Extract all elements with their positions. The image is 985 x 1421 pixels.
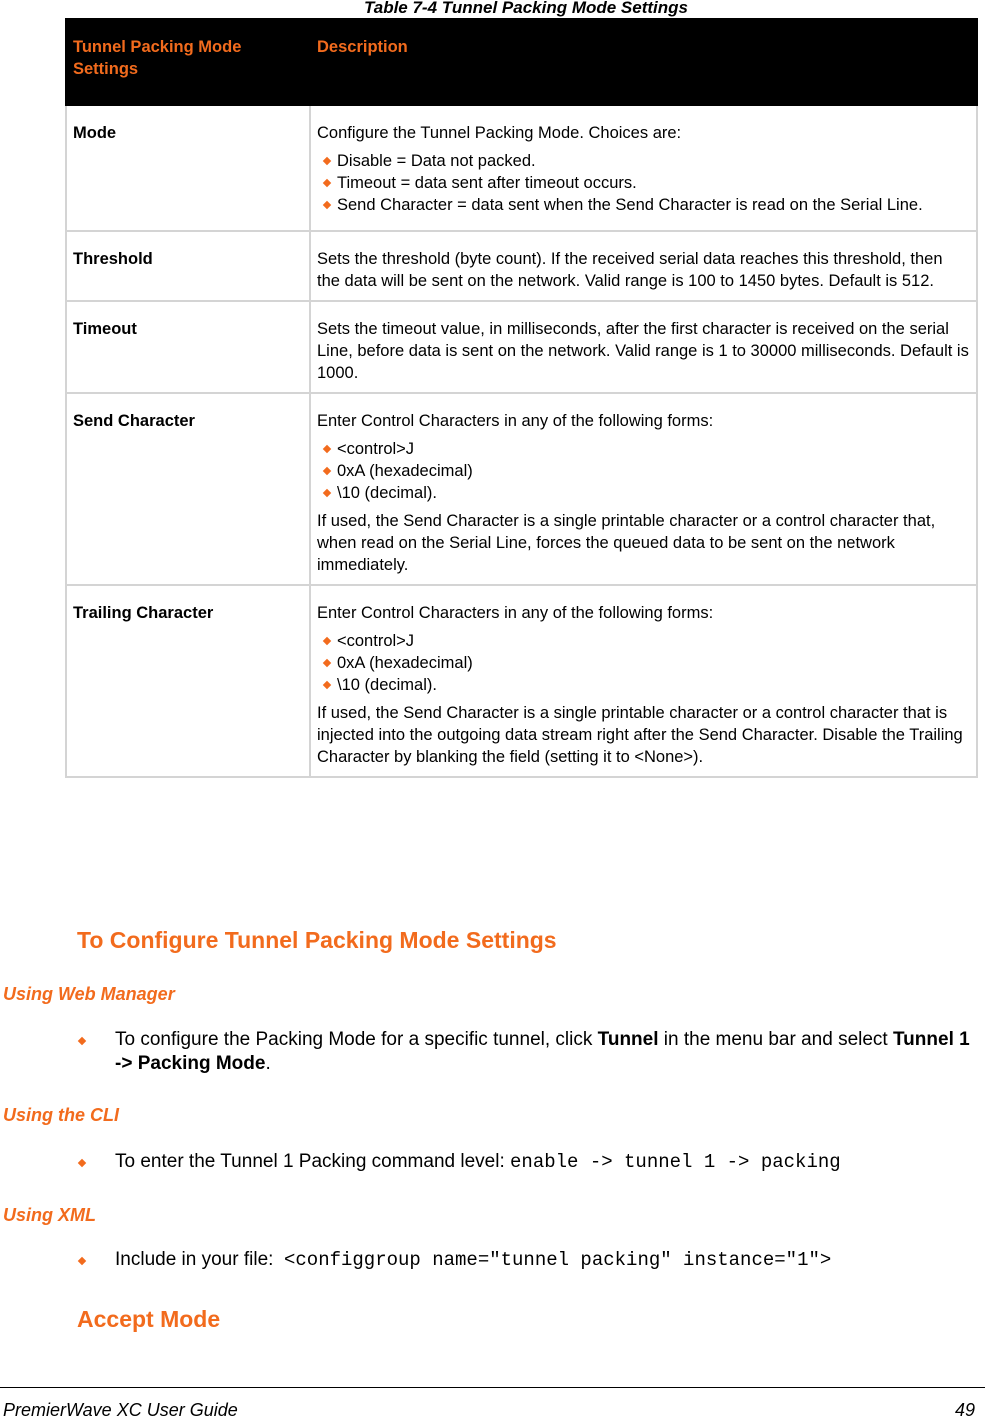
bullet-diamond-icon — [78, 1037, 86, 1045]
header-description: Description — [310, 19, 977, 105]
list-item — [317, 194, 970, 216]
setting-description — [310, 585, 977, 777]
xml-code: <configgroup name="tunnel packing" instance="1"> — [283, 1249, 832, 1271]
list-item-text: <control>J — [337, 440, 415, 458]
description-note: If used, the Send Character is a single printable character or a control character that, when read on the Serial Line, forces the queued data to be sent on the network immediately. — [317, 512, 936, 574]
list-item — [317, 652, 970, 674]
list-item-text: \10 (decimal). — [337, 676, 437, 694]
web-manager-heading: Using Web Manager — [3, 984, 175, 1004]
description-text: Sets the timeout value, in milliseconds, after the first character is received on the serial Line, before data is sent on the network. Valid range is 1 to 30000 milliseconds. Default is 1000. — [317, 320, 969, 382]
bullet-diamond-icon — [78, 1159, 86, 1167]
cli-command: enable -> tunnel 1 -> packing — [510, 1151, 841, 1173]
bullet-diamond-icon — [323, 179, 331, 187]
setting-description — [310, 105, 977, 231]
setting-name: Threshold — [66, 231, 310, 301]
bullet-diamond-icon — [323, 445, 331, 453]
description-text: Configure the Tunnel Packing Mode. Choices are: — [317, 124, 682, 142]
list-item — [317, 150, 970, 172]
table-row — [66, 393, 977, 585]
description-note: If used, the Send Character is a single printable character or a control character that is injected into the outgoing data stream right after the Send Character. Disable the Trailing Character by blanking the field (setting it to <None>). — [317, 704, 963, 766]
setting-name: Timeout — [66, 301, 310, 393]
list-item-text: Send Character = data sent when the Send Character is read on the Serial Line. — [337, 196, 923, 214]
setting-name: Trailing Character — [66, 585, 310, 777]
list-item — [317, 172, 970, 194]
table-row — [66, 105, 977, 231]
cli-instruction: To enter the Tunnel 1 Packing command level: enable -> tunnel 1 -> packing — [115, 1151, 841, 1173]
choice-list — [317, 150, 970, 216]
web-manager-instruction: To configure the Packing Mode for a specific tunnel, click Tunnel in the menu bar and select Tunnel 1 -> Packing Mode. — [115, 1029, 970, 1074]
xml-instruction: Include in your file: <configgroup name="tunnel packing" instance="1"> — [115, 1249, 832, 1271]
header-settings: Tunnel Packing Mode Settings — [66, 19, 310, 105]
bullet-diamond-icon — [323, 489, 331, 497]
footer-divider — [0, 1387, 985, 1388]
list-item — [317, 630, 970, 652]
list-item-text: <control>J — [337, 632, 415, 650]
list-item-text: \10 (decimal). — [337, 484, 437, 502]
bullet-diamond-icon — [323, 201, 331, 209]
choice-list — [317, 438, 970, 504]
setting-name: Mode — [66, 105, 310, 231]
settings-table — [65, 18, 978, 778]
setting-name: Send Character — [66, 393, 310, 585]
table-caption: Table 7-4 Tunnel Packing Mode Settings — [363, 0, 688, 17]
list-item — [317, 482, 970, 504]
list-item — [317, 438, 970, 460]
list-item — [317, 460, 970, 482]
setting-description — [310, 393, 977, 585]
list-item — [317, 674, 970, 696]
list-item-text: 0xA (hexadecimal) — [337, 462, 473, 480]
cli-heading: Using the CLI — [3, 1105, 119, 1125]
list-item-text: Disable = Data not packed. — [337, 152, 536, 170]
table-row — [66, 231, 977, 301]
bullet-diamond-icon — [323, 659, 331, 667]
description-text: Enter Control Characters in any of the following forms: — [317, 412, 714, 430]
table-row — [66, 301, 977, 393]
bullet-diamond-icon — [323, 681, 331, 689]
table-row — [66, 585, 977, 777]
bullet-diamond-icon — [78, 1257, 86, 1265]
list-item-text: Timeout = data sent after timeout occurs. — [337, 174, 637, 192]
footer-title: PremierWave XC User Guide — [3, 1400, 238, 1420]
table-header-row — [66, 19, 977, 105]
bullet-diamond-icon — [323, 467, 331, 475]
bullet-diamond-icon — [323, 637, 331, 645]
description-text: Enter Control Characters in any of the following forms: — [317, 604, 714, 622]
page-number: 49 — [954, 1400, 975, 1420]
description-text: Sets the threshold (byte count). If the received serial data reaches this threshold, then the data will be sent on the network. Valid range is 100 to 1450 bytes. Default is 512. — [317, 250, 943, 290]
setting-description — [310, 231, 977, 301]
list-item-text: 0xA (hexadecimal) — [337, 654, 473, 672]
xml-heading: Using XML — [3, 1205, 96, 1225]
choice-list — [317, 630, 970, 696]
section-title: To Configure Tunnel Packing Mode Settings — [77, 927, 557, 953]
setting-description — [310, 301, 977, 393]
bullet-diamond-icon — [323, 157, 331, 165]
accept-mode-heading: Accept Mode — [77, 1306, 221, 1332]
